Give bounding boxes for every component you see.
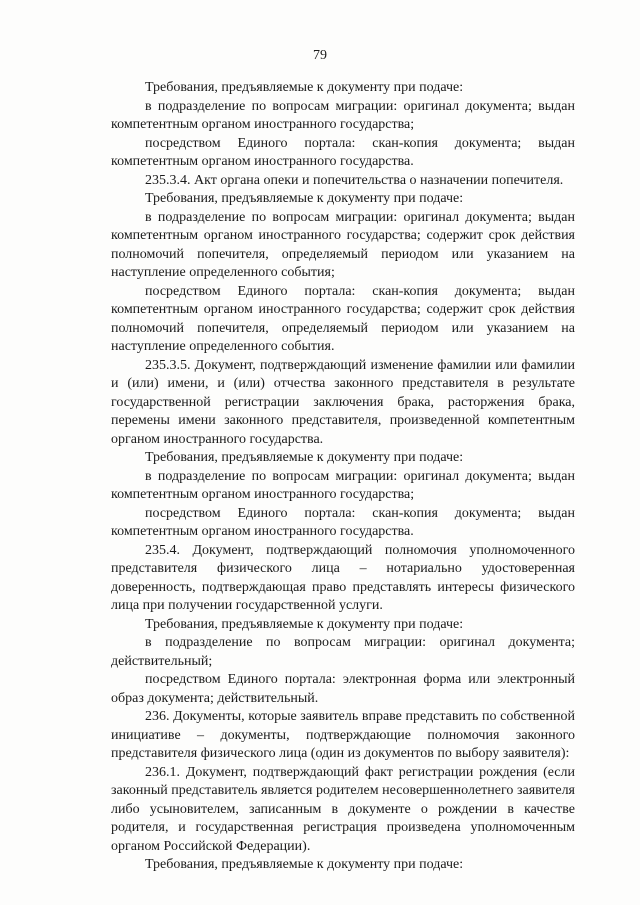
paragraph: Требования, предъявляемые к документу при подаче: (145, 80, 464, 95)
paragraph: 236.1. Документ, подтверждающий факт регистрации рождения (если законный представитель является родителем несовершеннолетнего заявителя либо усыновителем, записанным в документе о рождении в качестве родителя, и государственная регистрация произведена уполномоченным органом Российской Федерации). (111, 764, 575, 854)
paragraph: в подразделение по вопросам миграции: оригинал документа; действительный; (111, 635, 575, 669)
paragraph: 235.3.5. Документ, подтверждающий изменение фамилии или фамилии и (или) имени, и (или) отчества законного представителя в результате государственной регистрации заключения брака, расторжения брака, перемены имени законного представителя, произведенной компетентным органом иностранного государства. (111, 357, 575, 447)
paragraph: посредством Единого портала: скан-копия документа; выдан компетентным органом иностранного государства; содержит срок действия полномочий попечителя, определяемый периодом или указанием на наступление определенного события. (111, 283, 575, 354)
paragraph: Требования, предъявляемые к документу при подаче: (145, 857, 464, 872)
paragraph: 235.4. Документ, подтверждающий полномочия уполномоченного представителя физического лица – нотариально удостоверенная доверенность, подтверждающая право представлять интересы физического лица при получении государственной услуги. (111, 542, 575, 613)
paragraph: посредством Единого портала: скан-копия документа; выдан компетентным органом иностранного государства. (111, 505, 575, 539)
paragraph: в подразделение по вопросам миграции: оригинал документа; выдан компетентным органом иностранного государства; содержит срок действия полномочий попечителя, определяемый периодом или указанием на наступление определенного события; (111, 209, 575, 280)
paragraph: Требования, предъявляемые к документу при подаче: (145, 616, 464, 632)
paragraph: посредством Единого портала: скан-копия документа; выдан компетентным органом иностранного государства. (111, 135, 575, 169)
paragraph: посредством Единого портала: электронная форма или электронный образ документа; действительный. (111, 672, 575, 706)
page-number: 79 (313, 48, 327, 63)
paragraph: в подразделение по вопросам миграции: оригинал документа; выдан компетентным органом иностранного государства; (111, 98, 575, 132)
paragraph: Требования, предъявляемые к документу при подаче: (145, 450, 464, 465)
paragraph: 236. Документы, которые заявитель вправе представить по собственной инициативе – документы, подтверждающие полномочия законного представителя физического лица (один из документов по выбору заявителя): (111, 709, 575, 761)
paragraph: 235.3.4. Акт органа опеки и попечительства о назначении попечителя. (145, 172, 564, 188)
paragraph: в подразделение по вопросам миграции: оригинал документа; выдан компетентным органом иностранного государства; (111, 468, 575, 502)
document-body (111, 79, 575, 875)
paragraph: Требования, предъявляемые к документу при подаче: (145, 191, 464, 206)
